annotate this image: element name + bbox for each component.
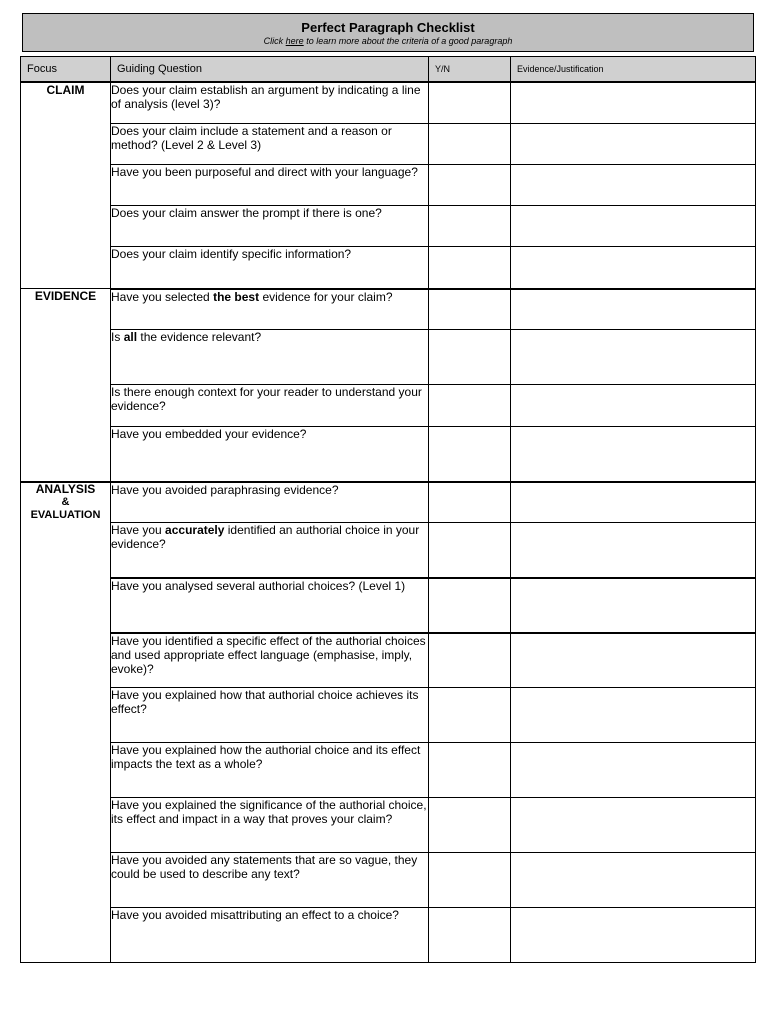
table-row bbox=[21, 908, 756, 963]
evidence-cell[interactable] bbox=[511, 523, 756, 578]
col-header-question: Guiding Question bbox=[111, 57, 429, 82]
question-cell: Have you analysed several authorial choices? (Level 1) bbox=[111, 578, 429, 633]
yn-cell[interactable] bbox=[429, 908, 511, 963]
evidence-cell[interactable] bbox=[511, 289, 756, 330]
question-cell: Have you explained how that authorial choice achieves its effect? bbox=[111, 688, 429, 743]
table-row bbox=[21, 427, 756, 482]
yn-cell[interactable] bbox=[429, 578, 511, 633]
yn-cell[interactable] bbox=[429, 482, 511, 523]
question-text: evidence for your claim? bbox=[262, 289, 393, 304]
table-row bbox=[21, 798, 756, 853]
question-cell: Have you explained how the authorial choice and its effect impacts the text as a whole? bbox=[111, 743, 429, 798]
focus-evidence: EVIDENCE bbox=[21, 289, 111, 482]
question-cell: Does your claim identify specific information? bbox=[111, 247, 429, 289]
table-row bbox=[21, 743, 756, 798]
yn-cell[interactable] bbox=[429, 633, 511, 688]
question-text: identified an authorial choice in your evidence? bbox=[111, 523, 420, 551]
col-header-yn: Y/N bbox=[429, 57, 511, 82]
evidence-cell[interactable] bbox=[511, 853, 756, 908]
question-cell bbox=[111, 523, 429, 578]
table-row bbox=[21, 633, 756, 688]
question-text: Have you selected bbox=[111, 289, 210, 304]
yn-cell[interactable] bbox=[429, 523, 511, 578]
evidence-cell[interactable] bbox=[511, 330, 756, 385]
focus-ampersand: & bbox=[61, 495, 70, 508]
yn-cell[interactable] bbox=[429, 853, 511, 908]
question-emphasis: all bbox=[123, 330, 138, 344]
evidence-cell[interactable] bbox=[511, 427, 756, 482]
table-row bbox=[21, 206, 756, 247]
question-cell: Does your claim establish an argument by indicating a line of analysis (level 3)? bbox=[111, 82, 429, 124]
evidence-cell[interactable] bbox=[511, 482, 756, 523]
question-cell: Have you embedded your evidence? bbox=[111, 427, 429, 482]
question-cell: Have you explained the significance of the authorial choice, its effect and impact in a way that proves your claim? bbox=[111, 798, 429, 853]
evidence-cell[interactable] bbox=[511, 798, 756, 853]
question-cell: Is there enough context for your reader to understand your evidence? bbox=[111, 385, 429, 427]
evidence-cell[interactable] bbox=[511, 908, 756, 963]
yn-cell[interactable] bbox=[429, 385, 511, 427]
yn-cell[interactable] bbox=[429, 247, 511, 289]
question-text: Have you bbox=[111, 523, 162, 537]
table-row bbox=[21, 82, 756, 124]
col-header-evidence: Evidence/Justification bbox=[511, 57, 756, 82]
question-text: the evidence relevant? bbox=[140, 330, 262, 344]
col-header-focus: Focus bbox=[21, 57, 111, 82]
yn-cell[interactable] bbox=[429, 165, 511, 206]
question-cell: Have you identified a specific effect of the authorial choices and used appropriate effect language (emphasise, imply, evoke)? bbox=[111, 633, 429, 688]
yn-cell[interactable] bbox=[429, 798, 511, 853]
yn-cell[interactable] bbox=[429, 688, 511, 743]
evidence-cell[interactable] bbox=[511, 633, 756, 688]
evidence-cell[interactable] bbox=[511, 206, 756, 247]
evidence-cell[interactable] bbox=[511, 247, 756, 289]
table-row bbox=[21, 853, 756, 908]
evidence-cell[interactable] bbox=[511, 165, 756, 206]
header-subtitle bbox=[23, 36, 753, 47]
question-emphasis: accurately bbox=[165, 523, 225, 537]
table-row bbox=[21, 385, 756, 427]
table-row bbox=[21, 124, 756, 165]
evidence-cell[interactable] bbox=[511, 124, 756, 165]
table-row bbox=[21, 247, 756, 289]
yn-cell[interactable] bbox=[429, 124, 511, 165]
evidence-cell[interactable] bbox=[511, 385, 756, 427]
question-cell: Have you avoided any statements that are so vague, they could be used to describe any text? bbox=[111, 853, 429, 908]
focus-claim: CLAIM bbox=[21, 82, 111, 289]
evidence-cell[interactable] bbox=[511, 578, 756, 633]
table-row bbox=[21, 289, 756, 330]
question-cell: Have you avoided paraphrasing evidence? bbox=[111, 482, 429, 523]
focus-analysis-evaluation bbox=[21, 482, 111, 963]
question-cell: Have you avoided misattributing an effect to a choice? bbox=[111, 908, 429, 963]
table-row bbox=[21, 578, 756, 633]
table-row bbox=[21, 482, 756, 523]
evidence-cell[interactable] bbox=[511, 82, 756, 124]
yn-cell[interactable] bbox=[429, 427, 511, 482]
subtitle-prefix: Click bbox=[263, 36, 284, 46]
table-row bbox=[21, 523, 756, 578]
focus-analysis-label: ANALYSIS bbox=[35, 481, 96, 496]
question-cell: Does your claim answer the prompt if there is one? bbox=[111, 206, 429, 247]
question-cell bbox=[111, 289, 429, 330]
question-text: Is bbox=[111, 330, 121, 344]
checklist-table bbox=[20, 56, 756, 963]
table-header-row bbox=[21, 57, 756, 82]
subtitle-suffix: to learn more about the criteria of a good paragraph bbox=[306, 36, 513, 46]
question-cell: Have you been purposeful and direct with your language? bbox=[111, 165, 429, 206]
question-emphasis: the best bbox=[213, 289, 260, 304]
page-title: Perfect Paragraph Checklist bbox=[301, 20, 475, 35]
yn-cell[interactable] bbox=[429, 206, 511, 247]
question-cell: Does your claim include a statement and a reason or method? (Level 2 & Level 3) bbox=[111, 124, 429, 165]
table-row bbox=[21, 165, 756, 206]
table-row bbox=[21, 330, 756, 385]
focus-evaluation-label: EVALUATION bbox=[30, 508, 101, 521]
yn-cell[interactable] bbox=[429, 289, 511, 330]
evidence-cell[interactable] bbox=[511, 688, 756, 743]
evidence-cell[interactable] bbox=[511, 743, 756, 798]
yn-cell[interactable] bbox=[429, 330, 511, 385]
yn-cell[interactable] bbox=[429, 82, 511, 124]
criteria-link[interactable]: here bbox=[285, 36, 304, 46]
checklist-header bbox=[22, 13, 754, 52]
yn-cell[interactable] bbox=[429, 743, 511, 798]
table-row bbox=[21, 688, 756, 743]
question-cell bbox=[111, 330, 429, 385]
